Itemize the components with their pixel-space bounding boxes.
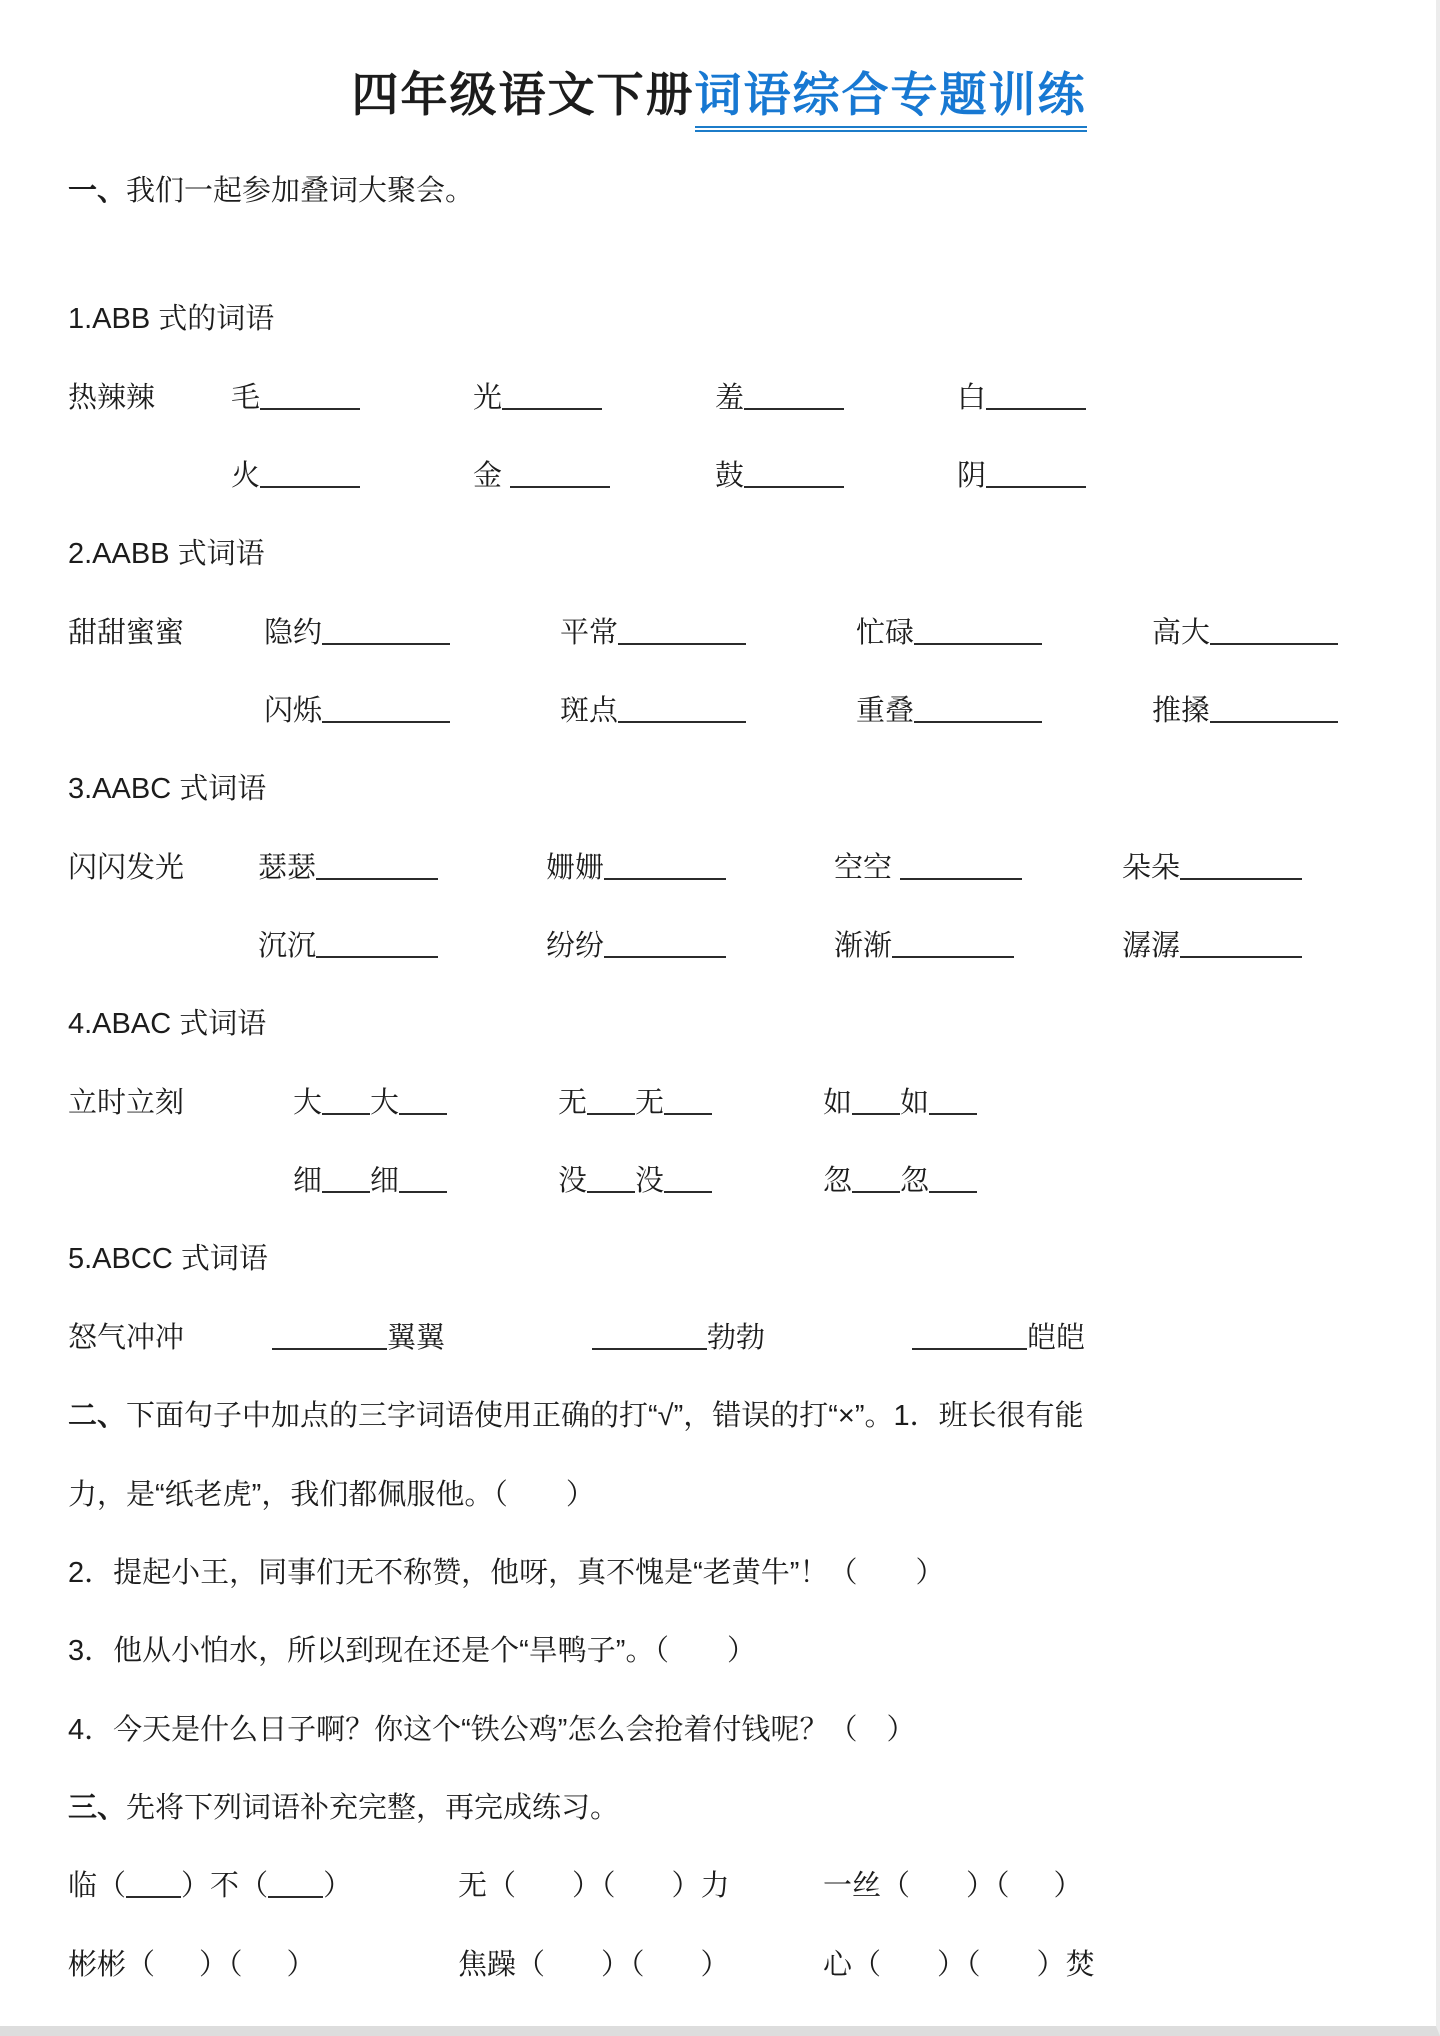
blank-line (618, 719, 746, 723)
aabb-item: 重叠 (856, 695, 1152, 728)
blank-line (986, 484, 1086, 488)
aabc-item: 渐渐 (834, 930, 1122, 963)
abb-item: 鼓 (715, 460, 957, 493)
blank-line (986, 406, 1086, 410)
blank-line (272, 1346, 387, 1350)
blank-line (618, 641, 746, 645)
blank-line (322, 719, 450, 723)
abac-example: 立时立刻 (68, 1086, 185, 1119)
section2-item4: 4．今天是什么日子啊？你这个“铁公鸡”怎么会抢着付钱呢？（ ） (68, 1713, 916, 1746)
blank-line (1180, 876, 1302, 880)
blank-line (322, 1189, 370, 1193)
blank-line (852, 1111, 900, 1115)
group-abb-row2 (68, 460, 1370, 493)
group-aabc-row2 (68, 930, 1370, 963)
aabb-example: 甜甜蜜蜜 (68, 616, 185, 649)
aabc-example: 闪闪发光 (68, 851, 185, 884)
fill-word: 临（ ）不（ ） (68, 1870, 353, 1903)
section3-heading (68, 1792, 1370, 1825)
blank-line (914, 641, 1042, 645)
abb-item: 白 (957, 382, 1199, 415)
blank-line (1180, 954, 1302, 958)
aabb-item: 忙碌 (856, 617, 1152, 650)
blank-line (914, 719, 1042, 723)
section2-item1-wrap: 力，是“纸老虎”，我们都佩服他。（ ） (68, 1478, 595, 1511)
blank-line (587, 1111, 635, 1115)
group-abcc-label: 5.ABCC 式词语 (68, 1243, 268, 1276)
abb-example: 热辣辣 (68, 381, 156, 414)
blank-line (510, 484, 610, 488)
abcc-example: 怒气冲冲 (68, 1321, 185, 1354)
section2-line1-text: 下面句子中加点的三字词语使用正确的打“√”，错误的打“×”。1．班长很有能 (126, 1400, 1084, 1433)
blank-line (929, 1189, 977, 1193)
blank-line (664, 1189, 712, 1193)
blank-line (900, 876, 1022, 880)
aabc-item: 姗姗 (546, 852, 834, 885)
group-aabb-row2 (68, 695, 1370, 728)
blank-line (502, 406, 602, 410)
blank-line (316, 876, 438, 880)
abb-item: 光 (473, 382, 715, 415)
blank-line (268, 1894, 323, 1898)
aabc-item: 沉沉 (258, 930, 546, 963)
blank-line (260, 406, 360, 410)
group-aabc-label: 3.AABC 式词语 (68, 773, 267, 806)
section2-item3: 3．他从小怕水，所以到现在还是个“旱鸭子”。（ ） (68, 1635, 756, 1668)
abac-item: 忽 忽 (823, 1165, 1088, 1198)
aabc-item: 空空 (834, 852, 1122, 885)
blank-line (587, 1189, 635, 1193)
aabb-item: 高大 (1152, 617, 1440, 650)
abb-item: 火 (231, 460, 473, 493)
blank-line (399, 1111, 447, 1115)
aabb-item: 闪烁 (264, 695, 560, 728)
abac-item: 如 如 (823, 1087, 1088, 1120)
blank-line (929, 1111, 977, 1115)
blank-line (1210, 641, 1338, 645)
blank-line (604, 954, 726, 958)
aabb-item: 斑点 (560, 695, 856, 728)
group-abcc-row1 (68, 1322, 1370, 1355)
blank-line (260, 484, 360, 488)
section2-marker: 二、 (68, 1400, 127, 1433)
abb-item: 阴 (957, 460, 1199, 493)
aabb-item: 推搡 (1152, 695, 1440, 728)
aabc-item: 瑟瑟 (258, 852, 546, 885)
group-aabb-label: 2.AABB 式词语 (68, 538, 265, 571)
aabc-item: 潺潺 (1122, 930, 1410, 963)
abb-item: 羞 (715, 382, 957, 415)
abcc-item: 皑皑 (912, 1322, 1232, 1355)
abcc-item: 翼翼 (272, 1322, 592, 1355)
blank-line (744, 484, 844, 488)
abac-item: 细 细 (293, 1165, 558, 1198)
title-grade-part: 四年级语文下册 (351, 68, 695, 121)
section3-row2 (68, 1949, 1370, 1982)
blank-line (912, 1346, 1027, 1350)
group-abac-label: 4.ABAC 式词语 (68, 1008, 267, 1041)
abac-item: 无 无 (558, 1087, 823, 1120)
blank-line (322, 1111, 370, 1115)
fill-word: 焦躁（ ）（ ） (458, 1948, 730, 1981)
blank-line (322, 641, 450, 645)
group-aabb-row1 (68, 617, 1370, 650)
blank-line (664, 1111, 712, 1115)
abb-item: 金 (473, 460, 715, 493)
blank-line (604, 876, 726, 880)
fill-word: 无（ ）（ ）力 (458, 1870, 730, 1903)
group-abac-row1 (68, 1087, 1370, 1120)
section3-row1 (68, 1870, 1370, 1903)
blank-line (852, 1189, 900, 1193)
abac-item: 没 没 (558, 1165, 823, 1198)
abcc-item: 勃勃 (592, 1322, 912, 1355)
blank-line (1210, 719, 1338, 723)
section2-heading-line1 (68, 1400, 1370, 1433)
page-title (68, 58, 1370, 125)
section3-heading-text: 先将下列词语补充完整，再完成练习。 (126, 1791, 620, 1824)
section1-heading-text: 我们一起参加叠词大聚会。 (126, 175, 475, 207)
fill-word: 一丝（ ）（ ） (823, 1870, 1083, 1903)
section3-marker: 三、 (68, 1791, 127, 1824)
aabb-item: 平常 (560, 617, 856, 650)
blank-line (892, 954, 1014, 958)
section1-heading (68, 175, 1370, 208)
fill-word: 心（ ）（ ）焚 (823, 1948, 1095, 1981)
fill-word: 彬彬（ ）（ ） (68, 1948, 316, 1981)
group-abb-row1 (68, 382, 1370, 415)
blank-line (744, 406, 844, 410)
blank-line (316, 954, 438, 958)
section2-item2: 2．提起小王，同事们无不称赞，他呀，真不愧是“老黄牛”！（ ） (68, 1556, 945, 1589)
aabc-item: 朵朵 (1122, 852, 1410, 885)
aabc-item: 纷纷 (546, 930, 834, 963)
aabb-item: 隐约 (264, 617, 560, 650)
group-aabc-row1 (68, 852, 1370, 885)
abac-item: 大 大 (293, 1087, 558, 1120)
section1-marker: 一、 (68, 175, 127, 207)
blank-line (592, 1346, 707, 1350)
blank-line (399, 1189, 447, 1193)
group-abb-label: 1.ABB 式的词语 (68, 303, 275, 336)
title-topic-part: 词语综合专题训练 (695, 68, 1087, 132)
abb-item: 毛 (231, 382, 473, 415)
group-abac-row2 (68, 1165, 1370, 1198)
blank-line (126, 1894, 181, 1898)
